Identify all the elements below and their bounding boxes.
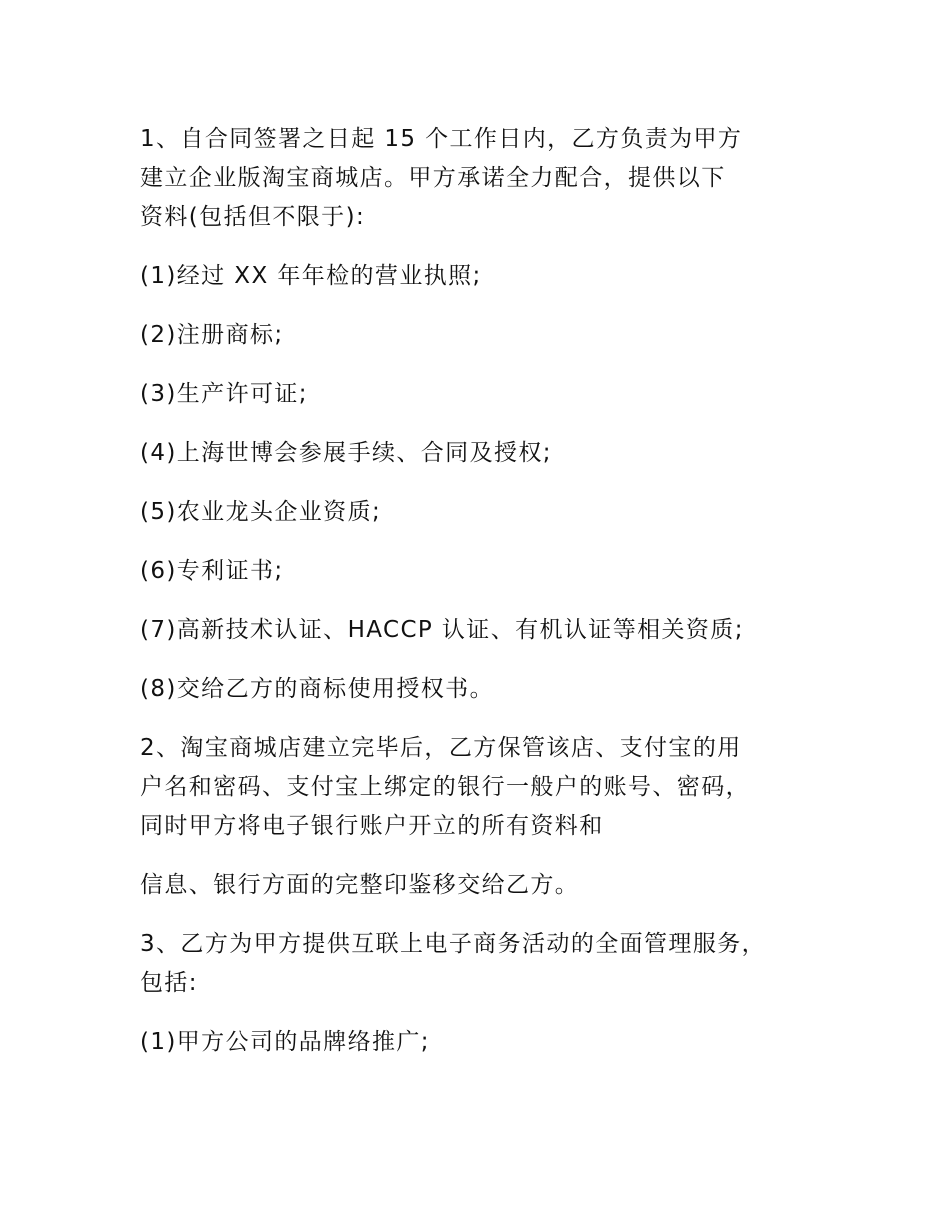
text-line: (4)上海世博会参展手续、合同及授权; [140, 440, 552, 466]
list-item [140, 493, 840, 532]
text-line: 户名和密码、支付宝上绑定的银行一般户的账号、密码， [140, 774, 750, 800]
text-line: (6)专利证书; [140, 558, 284, 584]
text-line: (3)生产许可证; [140, 381, 308, 407]
text-line: (1)经过 XX 年年检的营业执照; [140, 263, 482, 289]
text-line: 同时甲方将电子银行账户开立的所有资料和 [140, 813, 604, 839]
text-line: 建立企业版淘宝商城店。甲方承诺全力配合，提供以下 [140, 165, 726, 191]
clause-3 [140, 925, 840, 1003]
document-body [140, 120, 840, 1062]
list-item [140, 316, 840, 355]
text-line: 2、淘宝商城店建立完毕后，乙方保管该店、支付宝的用 [140, 735, 742, 761]
text-line: 信息、银行方面的完整印鉴移交给乙方。 [140, 872, 580, 898]
list-item [140, 611, 840, 650]
list-item [140, 375, 840, 414]
list-item [140, 552, 840, 591]
list-item [140, 1023, 840, 1062]
list-item [140, 257, 840, 296]
text-line: (1)甲方公司的品牌络推广; [140, 1029, 430, 1055]
text-line: 1、自合同签署之日起 15 个工作日内，乙方负责为甲方 [140, 126, 743, 152]
clause-2 [140, 729, 840, 846]
text-line: (7)高新技术认证、HACCP 认证、有机认证等相关资质; [140, 617, 744, 643]
text-line: (2)注册商标; [140, 322, 284, 348]
clause-1 [140, 120, 840, 237]
text-line: (5)农业龙头企业资质; [140, 499, 382, 525]
text-line: 资料(包括但不限于): [140, 204, 366, 230]
list-item [140, 434, 840, 473]
clause-2-continuation [140, 866, 840, 905]
text-line: 3、乙方为甲方提供互联上电子商务活动的全面管理服务， [140, 931, 767, 957]
text-line: 包括: [140, 970, 198, 996]
list-item [140, 670, 840, 709]
text-line: (8)交给乙方的商标使用授权书。 [140, 676, 494, 702]
